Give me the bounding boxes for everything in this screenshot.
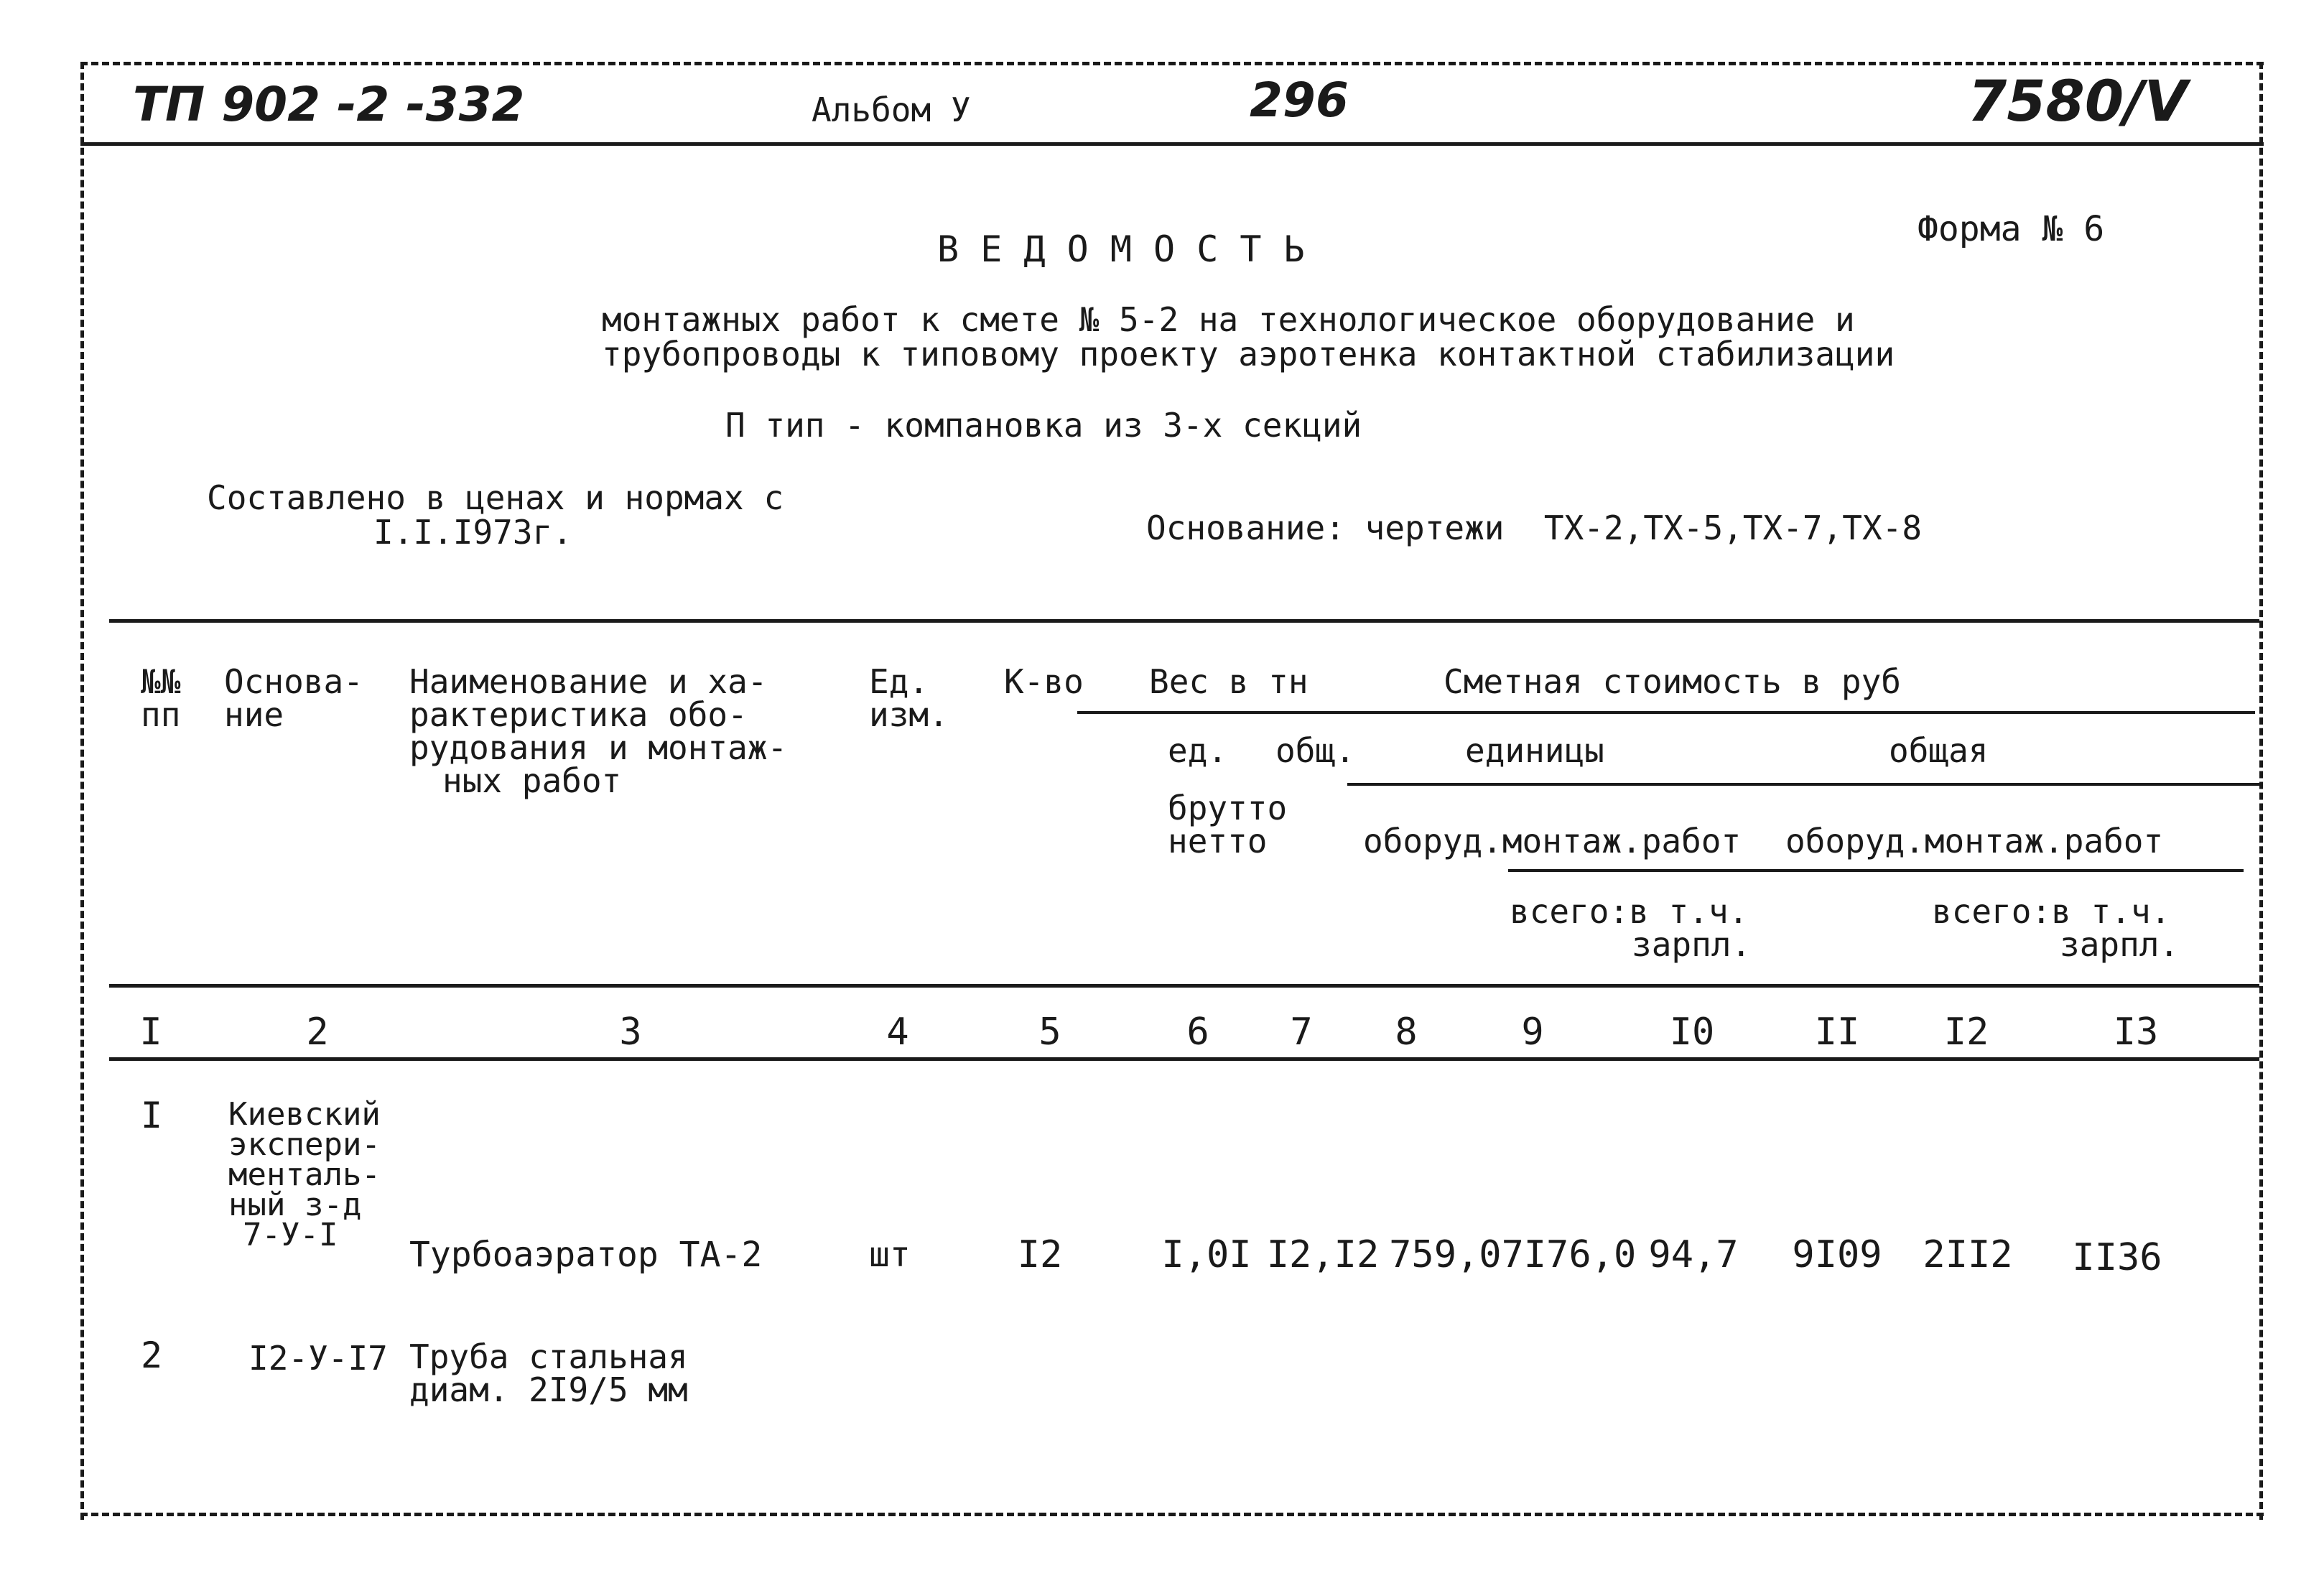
prices-line-2: I.I.I973г. — [373, 513, 572, 552]
col-unit-header-1: Ед. — [869, 662, 929, 701]
column-number-1: I — [139, 1011, 162, 1054]
row-basis-line: экспери- — [228, 1126, 381, 1163]
basis-line: Основание: чертежи ТХ-2,ТХ-5,ТХ-7,ТХ-8 — [1146, 509, 1923, 547]
column-number-5: 5 — [1038, 1011, 1061, 1054]
weight-total-header: общ. — [1275, 731, 1355, 770]
row-name: Труба стальная — [409, 1337, 688, 1376]
table-top-rule — [109, 619, 2259, 623]
equip-work-unit-header: оборуд.монтаж.работ — [1363, 822, 1742, 860]
row-number: I — [141, 1095, 163, 1136]
total-incl-unit-header: всего:в т.ч. — [1510, 892, 1749, 931]
weight-header: Вес в тн — [1149, 662, 1309, 701]
header-rule-equip-sub — [1508, 869, 2244, 872]
column-number-11: II — [1814, 1011, 1860, 1054]
row-weight-unit: I,0I — [1161, 1233, 1252, 1276]
col-unit-header-2: изм. — [869, 695, 949, 734]
wages-total-header: зарпл. — [2060, 925, 2180, 964]
column-number-9: 9 — [1521, 1011, 1544, 1054]
col-name-header-3: рудования и монтаж- — [409, 728, 788, 767]
header-separator — [80, 142, 2264, 146]
row-equip-unit: 759,07 — [1389, 1233, 1524, 1276]
document-title: В Е Д О М О С Т Ь — [937, 228, 1305, 270]
cost-total-header: общая — [1889, 731, 1989, 770]
subtitle-line-1: монтажных работ к смете № 5-2 на технологическое оборудование и — [602, 300, 1855, 339]
frame-left-border — [80, 62, 84, 1520]
project-code: ТП 902 -2 -332 — [133, 77, 525, 132]
header-rule-cost-sub — [1347, 783, 2259, 786]
row-basis-line: Киевский — [228, 1096, 381, 1133]
row-wages-unit: 94,7 — [1648, 1233, 1739, 1276]
archive-number: 7580/V — [1968, 70, 2188, 134]
variant-line: П тип - компановка из 3-х секций — [725, 406, 1362, 445]
frame-bottom-border — [80, 1513, 2264, 1516]
col-num-header-2: пп — [141, 695, 181, 734]
total-incl-total-header: всего:в т.ч. — [1932, 892, 2171, 931]
row-number: 2 — [141, 1335, 163, 1376]
prices-line-1: Составлено в ценах и нормах с — [207, 478, 784, 517]
cost-unit-header: единицы — [1465, 731, 1604, 770]
row-wages-total: II36 — [2072, 1236, 2162, 1279]
row-basis-line: I2-У-I7 — [248, 1339, 388, 1378]
row-work-total: 2II2 — [1923, 1233, 2013, 1276]
form-label: Форма № 6 — [1918, 209, 2105, 249]
row-work-total-unit: I76,0 — [1523, 1233, 1637, 1276]
col-num-header-1: №№ — [141, 662, 181, 701]
col-name-header-4: ных работ — [442, 761, 622, 800]
album-label: Альбом У — [812, 90, 971, 129]
col-name-header-2: рактеристика обо- — [409, 695, 748, 734]
frame-top-border — [80, 62, 2264, 65]
column-number-7: 7 — [1290, 1011, 1313, 1054]
weight-unit-header: ед. — [1168, 731, 1228, 770]
page-number: 296 — [1250, 73, 1349, 128]
brutto-header: брутто — [1168, 789, 1288, 827]
row-weight-total: I2,I2 — [1266, 1233, 1380, 1276]
header-bottom-rule — [109, 984, 2259, 988]
row-basis-line: менталь- — [228, 1156, 381, 1193]
cost-header: Сметная стоимость в руб — [1444, 662, 1901, 701]
column-number-6: 6 — [1186, 1011, 1209, 1054]
row-name: Турбоаэратор ТА-2 — [409, 1235, 763, 1275]
subtitle-line-2: трубопроводы к типовому проекту аэротенка контактной стабилизации — [602, 335, 1895, 373]
col-basis-header-1: Основа- — [224, 662, 363, 701]
row-qty: I2 — [1017, 1233, 1063, 1276]
row-name: диам. 2I9/5 мм — [409, 1370, 688, 1409]
col-name-header-1: Наименование и ха- — [409, 662, 768, 701]
col-qty-header: К-во — [1004, 662, 1084, 701]
column-number-3: 3 — [619, 1011, 642, 1054]
row-basis-line: ный з-д — [228, 1187, 362, 1223]
column-number-10: I0 — [1669, 1011, 1715, 1054]
column-number-13: I3 — [2113, 1011, 2159, 1054]
row-basis-line: 7-У-I — [243, 1217, 338, 1253]
column-number-8: 8 — [1395, 1011, 1418, 1054]
col-basis-header-2: ние — [224, 695, 284, 734]
column-number-2: 2 — [306, 1011, 329, 1054]
header-rule-weight-cost — [1077, 711, 2255, 714]
column-number-4: 4 — [886, 1011, 909, 1054]
netto-header: нетто — [1168, 822, 1268, 860]
wages-unit-header: зарпл. — [1632, 925, 1752, 964]
equip-work-total-header: оборуд.монтаж.работ — [1785, 822, 2164, 860]
column-number-rule — [109, 1057, 2259, 1061]
row-equip-total: 9I09 — [1792, 1233, 1882, 1276]
frame-right-border — [2259, 62, 2263, 1520]
column-number-12: I2 — [1943, 1011, 1989, 1054]
row-unit: шт — [869, 1235, 911, 1275]
